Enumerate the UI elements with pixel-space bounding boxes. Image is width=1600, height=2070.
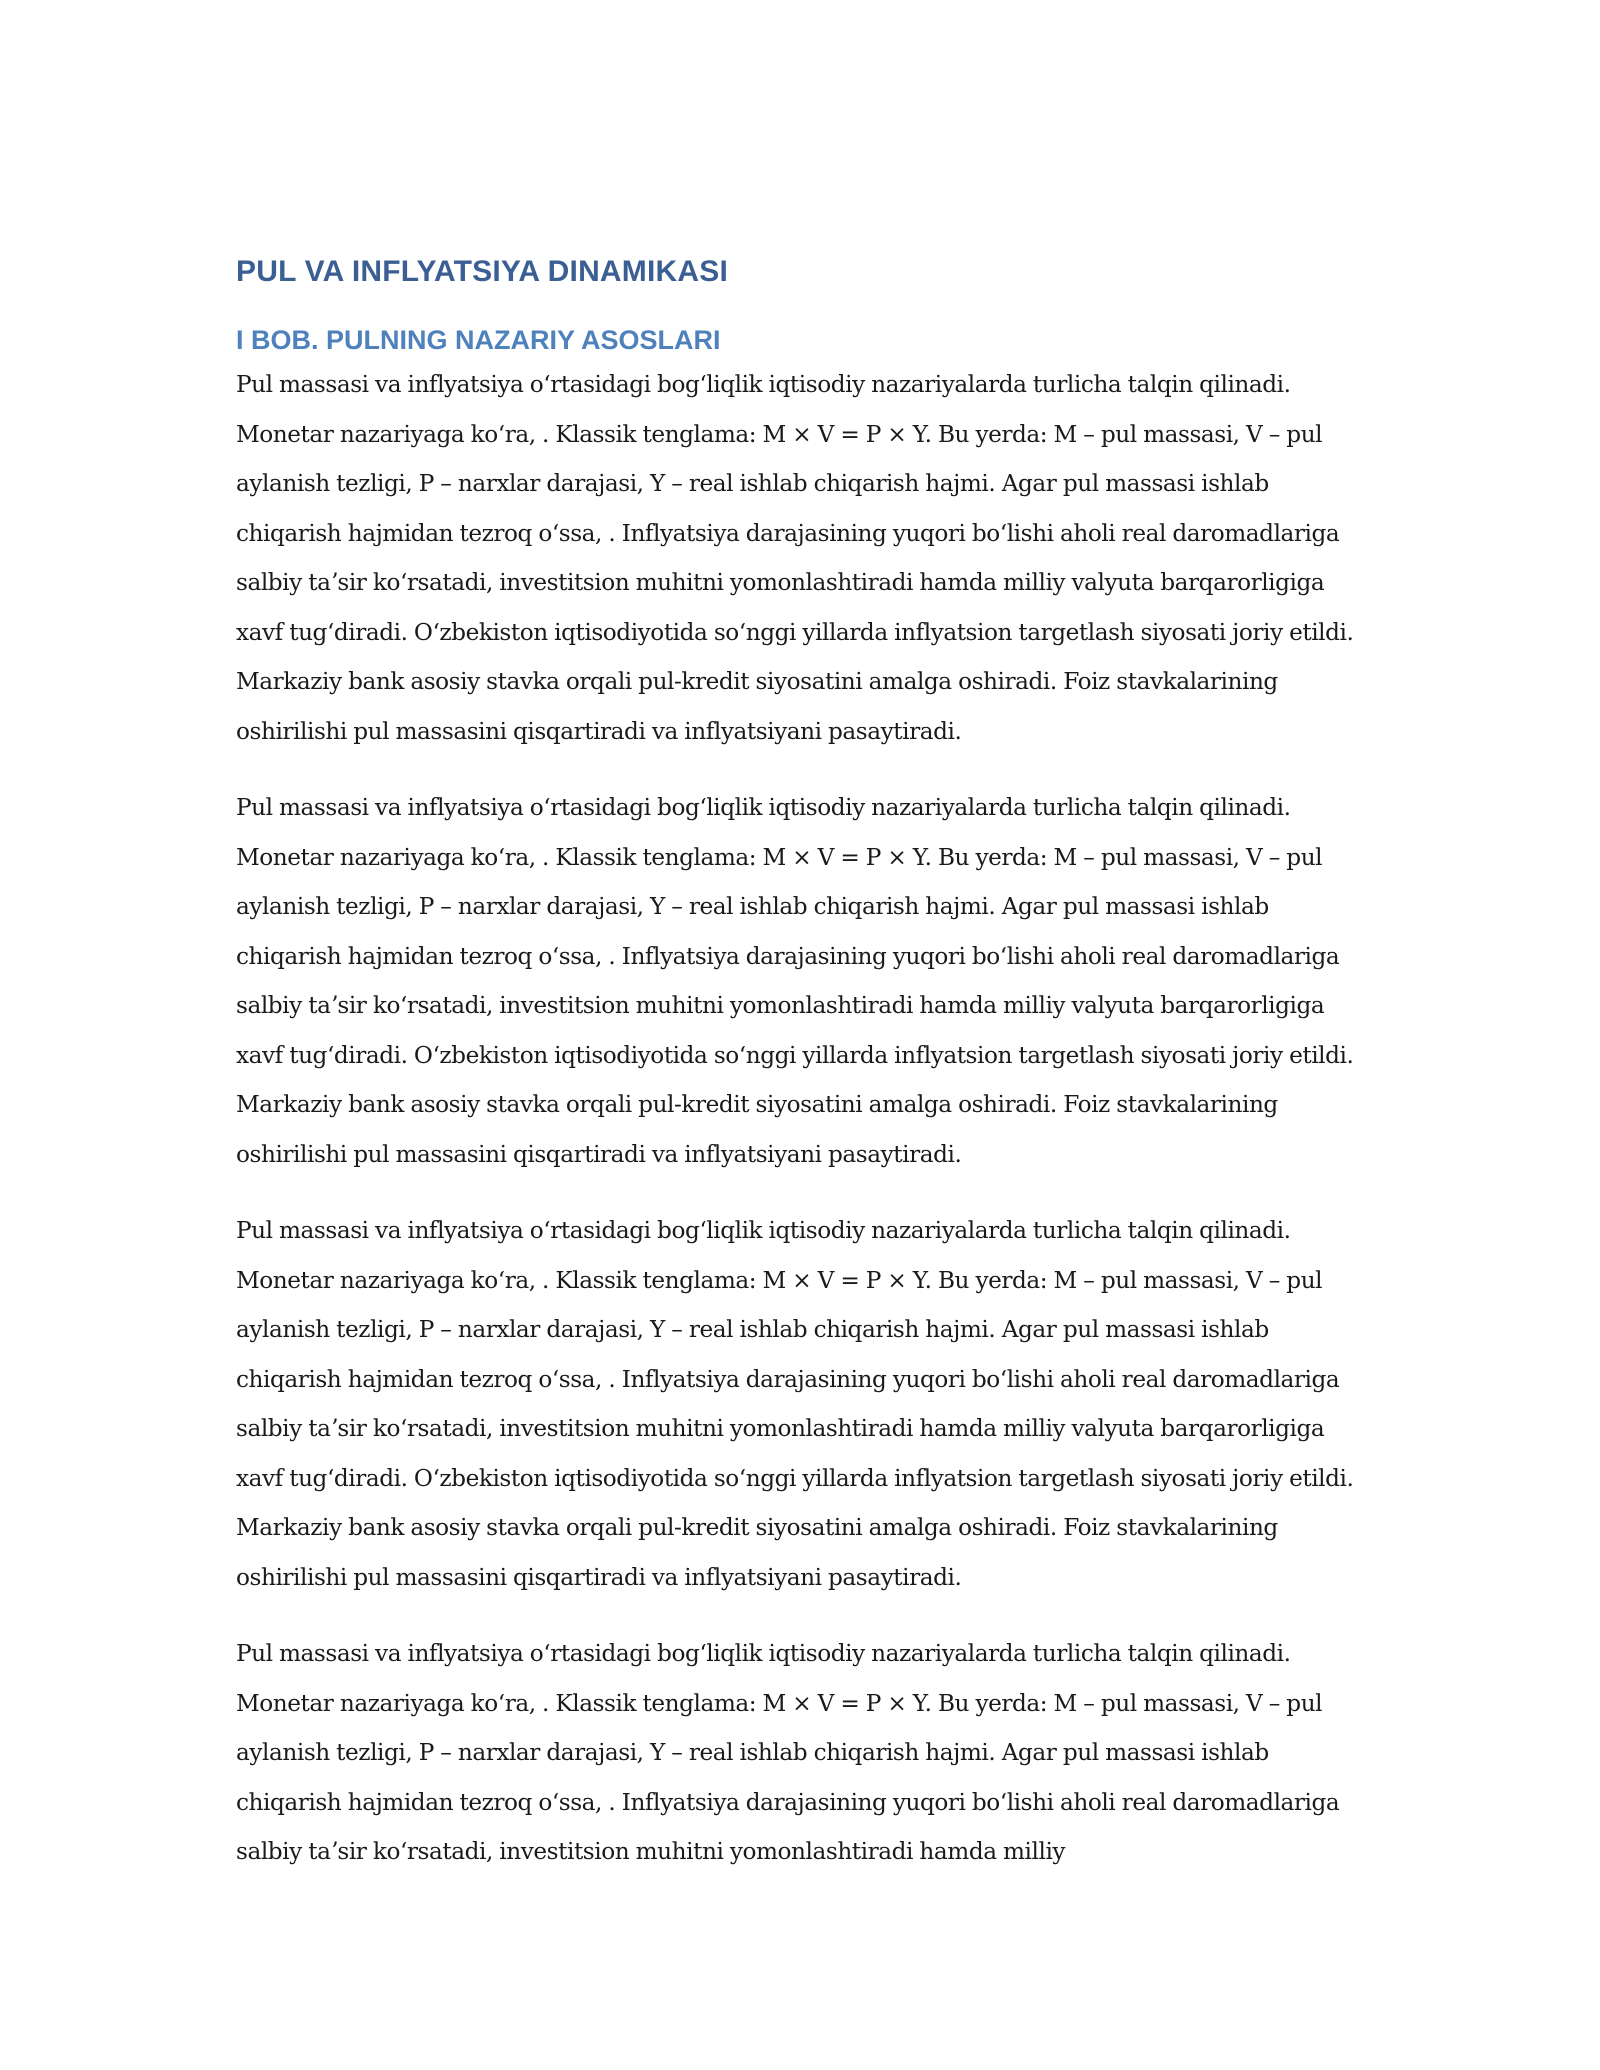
chapter-heading: I BOB. PULNING NAZARIY ASOSLARI — [236, 325, 721, 355]
body-paragraph-1: Pul massasi va inflyatsiya oʻrtasidagi bogʻliqlik iqtisodiy nazariyalarda turlicha talqin qilinadi. Monetar nazariyaga koʻra, . Klassik tenglama: M × V = P × Y. Bu yerda: M – pul massasi, V – pul aylanish tezligi, P – narxlar darajasi, Y – real ishlab chiqarish hajmi. Agar pul massasi ishlab chiqarish hajmidan tezroq oʻssa, . Inflyatsiya darajasining yuqori boʻlishi aholi real daromadlariga salbiy taʼsir koʻrsatadi, investitsion muhitni yomonlashtiradi hamda milliy valyuta barqarorligiga xavf tugʻdiradi. Oʻzbekiston iqtisodiyotida soʻnggi yillarda inflyatsion targetlash siyosati joriy etildi. Markaziy bank asosiy stavka orqali pul-kredit siyosatini amalga oshiradi. Foiz stavkalarining oshirilishi pul massasini qisqartiradi va inflyatsiyani pasaytiradi. — [236, 371, 1354, 745]
document-content — [236, 252, 1366, 1904]
body-paragraph-2: Pul massasi va inflyatsiya oʻrtasidagi bogʻliqlik iqtisodiy nazariyalarda turlicha talqin qilinadi. Monetar nazariyaga koʻra, . Klassik tenglama: M × V = P × Y. Bu yerda: M – pul massasi, V – pul aylanish tezligi, P – narxlar darajasi, Y – real ishlab chiqarish hajmi. Agar pul massasi ishlab chiqarish hajmidan tezroq oʻssa, . Inflyatsiya darajasining yuqori boʻlishi aholi real daromadlariga salbiy taʼsir koʻrsatadi, investitsion muhitni yomonlashtiradi hamda milliy valyuta barqarorligiga xavf tugʻdiradi. Oʻzbekiston iqtisodiyotida soʻnggi yillarda inflyatsion targetlash siyosati joriy etildi. Markaziy bank asosiy stavka orqali pul-kredit siyosatini amalga oshiradi. Foiz stavkalarining oshirilishi pul massasini qisqartiradi va inflyatsiyani pasaytiradi. — [236, 794, 1354, 1168]
document-title: PUL VA INFLYATSIYA DINAMIKASI — [236, 255, 728, 288]
body-paragraph-4: Pul massasi va inflyatsiya oʻrtasidagi bogʻliqlik iqtisodiy nazariyalarda turlicha talqin qilinadi. Monetar nazariyaga koʻra, . Klassik tenglama: M × V = P × Y. Bu yerda: M – pul massasi, V – pul aylanish tezligi, P – narxlar darajasi, Y – real ishlab chiqarish hajmi. Agar pul massasi ishlab chiqarish hajmidan tezroq oʻssa, . Inflyatsiya darajasining yuqori boʻlishi aholi real daromadlariga salbiy taʼsir koʻrsatadi, investitsion muhitni yomonlashtiradi hamda milliy — [236, 1640, 1340, 1865]
body-paragraph-3: Pul massasi va inflyatsiya oʻrtasidagi bogʻliqlik iqtisodiy nazariyalarda turlicha talqin qilinadi. Monetar nazariyaga koʻra, . Klassik tenglama: M × V = P × Y. Bu yerda: M – pul massasi, V – pul aylanish tezligi, P – narxlar darajasi, Y – real ishlab chiqarish hajmi. Agar pul massasi ishlab chiqarish hajmidan tezroq oʻssa, . Inflyatsiya darajasining yuqori boʻlishi aholi real daromadlariga salbiy taʼsir koʻrsatadi, investitsion muhitni yomonlashtiradi hamda milliy valyuta barqarorligiga xavf tugʻdiradi. Oʻzbekiston iqtisodiyotida soʻnggi yillarda inflyatsion targetlash siyosati joriy etildi. Markaziy bank asosiy stavka orqali pul-kredit siyosatini amalga oshiradi. Foiz stavkalarining oshirilishi pul massasini qisqartiradi va inflyatsiyani pasaytiradi. — [236, 1217, 1354, 1591]
